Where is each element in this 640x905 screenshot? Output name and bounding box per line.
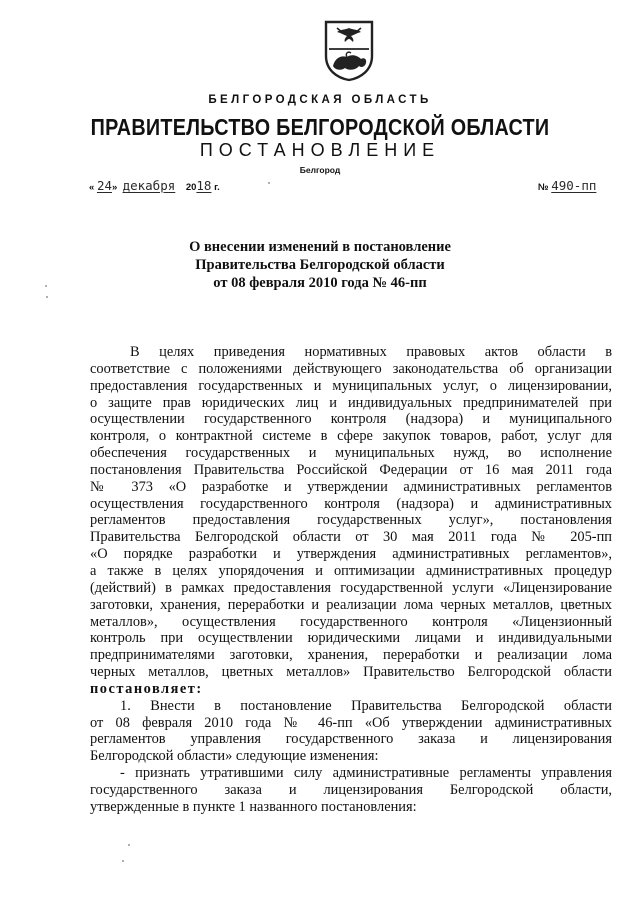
body-line: (действий) в рамках предоставления государственной услуги «Лицензирование [90, 579, 612, 596]
body-line: постановления Правительства Российской Федерации от 16 мая 2011 года [90, 461, 612, 478]
date-year-prefix: 20 [185, 182, 197, 193]
date-open-quote: « [89, 182, 95, 193]
resolves-text: постановляет: [90, 680, 203, 697]
item-1-line: от 08 февраля 2010 года № 46-пп «Об утверждении административных [90, 714, 612, 731]
body-line: контроль при осуществлении юридическими лицами и индивидуальными [90, 630, 612, 647]
date-month: декабря [122, 178, 176, 193]
body-line: обеспечения государственных и муниципальных нужд, во исполнение [90, 445, 612, 462]
body-line: № 373 «О разработке и утверждении административных регламентов [90, 478, 612, 495]
resolves-word [90, 681, 612, 698]
belgorod-coat-of-arms-icon [323, 18, 375, 82]
scan-speck [46, 296, 48, 298]
document-type: ПОСТАНОВЛЕНИЕ [199, 140, 441, 160]
government-name: ПРАВИТЕЛЬСТВО БЕЛГОРОДСКОЙ ОБЛАСТИ [90, 114, 550, 140]
scan-speck [268, 182, 270, 184]
date-day: 24 [96, 178, 112, 193]
document-number [538, 178, 596, 193]
body-line: «О порядке разработки и утверждения административных регламентов», [90, 546, 612, 563]
body-line: соответствие с положениями действующего законодательства об организации [90, 360, 612, 377]
item-1-line: 1. Внести в постановление Правительства Белгородской области [120, 697, 612, 714]
body-line: регламентов предоставления государственных услуг», постановления [90, 512, 612, 529]
date-year-suffix: 18 [196, 178, 212, 193]
item-1-line: регламентов управления государственного заказа и лицензирования [90, 731, 612, 748]
date-close-quote: » [112, 182, 118, 193]
bullet-line: - признать утратившими силу административные регламенты управления [120, 765, 612, 782]
item-1-line: Белгородской области» следующие изменения: [90, 748, 379, 765]
body-line: осуществлении государственного контроля (надзора) и муниципального [90, 411, 612, 428]
number-value: 490-пп [551, 178, 597, 193]
body-line: предпринимателями заготовки, хранения, переработки и реализации лома [90, 647, 612, 664]
bullet-line: утвержденные в пункте 1 названного постановления: [90, 798, 417, 815]
title-line: от 08 февраля 2010 года № 46-пп [213, 275, 427, 291]
document-date [89, 178, 220, 193]
city-name: Белгород [299, 165, 341, 175]
body-line: заготовки, хранения, переработки и реализации лома черных металлов, цветных [90, 596, 612, 613]
scan-speck [122, 860, 124, 862]
scan-speck [45, 285, 47, 287]
body-line: контроля, о контрактной системе в сфере закупок товаров, работ, услуг для [90, 428, 612, 445]
bullet-line: государственного заказа и лицензирования Белгородской области, [90, 781, 612, 798]
body-line: Правительства Белгородской области от 30 мая 2011 года № 205-пп [90, 529, 612, 546]
document-title [0, 238, 640, 292]
region-name: БЕЛГОРОДСКАЯ ОБЛАСТЬ [208, 94, 432, 106]
body-line: металлов», осуществления государственного контроля «Лицензионный [90, 613, 612, 630]
body-line: В целях приведения нормативных правовых актов области в [130, 344, 612, 360]
body-line: осуществления государственного контроля (надзора) и административных [90, 495, 612, 512]
body-line: предоставления государственных и муниципальных услуг, о лицензировании, [90, 377, 612, 394]
body-line: о защите прав юридических лиц и индивидуальных предпринимателей при [90, 394, 612, 411]
body-line: черных металлов, цветных металлов» Правительство Белгородской области [90, 664, 612, 681]
document-body [90, 344, 612, 816]
date-year-abbr: г. [214, 182, 220, 193]
scan-speck [128, 844, 130, 846]
number-label: № [538, 182, 549, 193]
title-line: Правительства Белгородской области [195, 257, 445, 273]
body-line: а также в целях упорядочения и оптимизации административных процедур [90, 562, 612, 579]
title-line: О внесении изменений в постановление [189, 239, 451, 255]
